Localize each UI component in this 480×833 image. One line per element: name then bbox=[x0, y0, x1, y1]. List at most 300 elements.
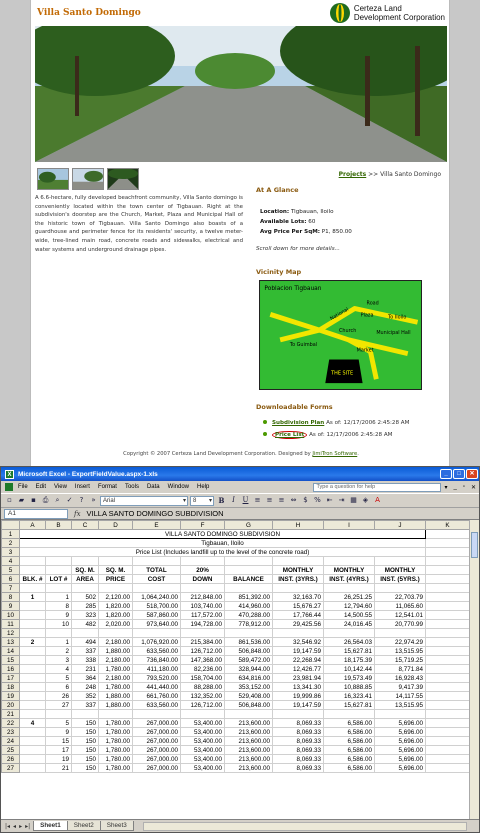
row-header[interactable]: 14 bbox=[2, 647, 20, 656]
cell[interactable]: 103,740.00 bbox=[181, 602, 225, 611]
cell[interactable]: 851,392.00 bbox=[225, 593, 273, 602]
cell[interactable]: 13,515.95 bbox=[375, 647, 426, 656]
cell[interactable]: 6,586.00 bbox=[324, 728, 375, 737]
cell[interactable] bbox=[133, 584, 181, 593]
merge-center-icon[interactable]: ⇔ bbox=[290, 496, 297, 504]
cell[interactable]: 5,696.00 bbox=[375, 755, 426, 764]
cell[interactable]: 661,760.00 bbox=[133, 692, 181, 701]
cell[interactable] bbox=[426, 674, 470, 683]
cell[interactable]: 19,147.59 bbox=[273, 701, 324, 710]
column-header[interactable]: G bbox=[225, 521, 273, 530]
cell[interactable]: 213,600.00 bbox=[225, 764, 273, 773]
row-header[interactable]: 4 bbox=[2, 557, 20, 566]
cell[interactable]: 12,541.01 bbox=[375, 611, 426, 620]
cell[interactable]: 17 bbox=[46, 746, 72, 755]
bold-button[interactable]: B bbox=[218, 496, 225, 505]
price-list-link[interactable]: Price List bbox=[275, 432, 305, 438]
cell[interactable]: 338 bbox=[72, 656, 99, 665]
cell[interactable]: COST bbox=[133, 575, 181, 584]
cell[interactable]: 8 bbox=[46, 602, 72, 611]
cell[interactable] bbox=[426, 602, 470, 611]
cell[interactable]: 1,064,240.00 bbox=[133, 593, 181, 602]
cell[interactable] bbox=[20, 620, 46, 629]
cell[interactable]: 5 bbox=[46, 674, 72, 683]
new-icon[interactable]: ▫ bbox=[7, 496, 12, 504]
italic-button[interactable]: I bbox=[232, 496, 235, 504]
cell[interactable]: MONTHLY bbox=[273, 566, 324, 575]
cell[interactable] bbox=[20, 692, 46, 701]
align-right-icon[interactable]: ≡ bbox=[278, 496, 285, 504]
cell[interactable]: 24,016.45 bbox=[324, 620, 375, 629]
cell[interactable]: 1,780.00 bbox=[99, 737, 133, 746]
cell[interactable]: MONTHLY bbox=[324, 566, 375, 575]
cell[interactable]: 15,676.27 bbox=[273, 602, 324, 611]
cell[interactable]: BLK. # bbox=[20, 575, 46, 584]
cell[interactable] bbox=[273, 557, 324, 566]
cell[interactable]: 8,069.33 bbox=[273, 755, 324, 764]
cell[interactable]: 53,400.00 bbox=[181, 728, 225, 737]
cell[interactable] bbox=[426, 701, 470, 710]
cell[interactable]: 6,586.00 bbox=[324, 764, 375, 773]
cell[interactable] bbox=[426, 530, 470, 539]
font-name-select[interactable]: Arial ▾ bbox=[100, 496, 188, 506]
column-header[interactable]: H bbox=[273, 521, 324, 530]
row-header[interactable]: 13 bbox=[2, 638, 20, 647]
cell[interactable] bbox=[72, 629, 99, 638]
cell[interactable]: 2,180.00 bbox=[99, 674, 133, 683]
cell[interactable] bbox=[375, 710, 426, 719]
cell[interactable]: INST. (5YRS.) bbox=[375, 575, 426, 584]
cell[interactable] bbox=[20, 746, 46, 755]
cell[interactable]: 15,719.25 bbox=[375, 656, 426, 665]
cell[interactable] bbox=[133, 710, 181, 719]
cell[interactable] bbox=[99, 557, 133, 566]
column-header[interactable]: B bbox=[46, 521, 72, 530]
column-header[interactable]: D bbox=[99, 521, 133, 530]
cell[interactable]: 150 bbox=[72, 764, 99, 773]
cell[interactable]: LOT # bbox=[46, 575, 72, 584]
cell[interactable]: 506,848.00 bbox=[225, 647, 273, 656]
cell[interactable] bbox=[426, 746, 470, 755]
font-size-select[interactable]: 8 ▾ bbox=[190, 496, 214, 506]
cell[interactable]: 861,536.00 bbox=[225, 638, 273, 647]
cell[interactable]: 26 bbox=[46, 692, 72, 701]
cell[interactable]: 337 bbox=[72, 701, 99, 710]
row-header[interactable]: 19 bbox=[2, 692, 20, 701]
cell[interactable]: 6,586.00 bbox=[324, 737, 375, 746]
sheet-title-cell[interactable]: VILLA SANTO DOMINGO SUBDIVISION bbox=[20, 530, 426, 539]
spreadsheet-grid[interactable] bbox=[1, 520, 479, 820]
cell[interactable] bbox=[273, 629, 324, 638]
cell[interactable] bbox=[426, 728, 470, 737]
cell[interactable]: 15,627.81 bbox=[324, 647, 375, 656]
cell[interactable]: 88,288.00 bbox=[181, 683, 225, 692]
cell[interactable]: BALANCE bbox=[225, 575, 273, 584]
cell[interactable]: 15 bbox=[46, 737, 72, 746]
row-header[interactable]: 16 bbox=[2, 665, 20, 674]
cell[interactable]: SQ. M. bbox=[99, 566, 133, 575]
cell[interactable]: AREA bbox=[72, 575, 99, 584]
row-header[interactable]: 12 bbox=[2, 629, 20, 638]
cell[interactable] bbox=[181, 710, 225, 719]
row-header[interactable]: 15 bbox=[2, 656, 20, 665]
row-header[interactable]: 27 bbox=[2, 764, 20, 773]
cell[interactable]: 132,352.00 bbox=[181, 692, 225, 701]
cell[interactable]: 323 bbox=[72, 611, 99, 620]
cell[interactable]: INST. (3YRS.) bbox=[273, 575, 324, 584]
sheet-subtitle-cell[interactable]: Price List (Includes landfill up to the level of the concrete road) bbox=[20, 548, 426, 557]
row-header[interactable]: 22 bbox=[2, 719, 20, 728]
row-header[interactable]: 18 bbox=[2, 683, 20, 692]
cell[interactable]: 1,780.00 bbox=[99, 764, 133, 773]
preview-icon[interactable]: ⌕ bbox=[55, 496, 60, 504]
cell[interactable]: 11,065.60 bbox=[375, 602, 426, 611]
cell[interactable]: 21 bbox=[46, 764, 72, 773]
cell[interactable]: 3 bbox=[46, 656, 72, 665]
cell[interactable]: 14,117.55 bbox=[375, 692, 426, 701]
increase-indent-icon[interactable]: ⇥ bbox=[338, 496, 345, 504]
column-header[interactable]: E bbox=[133, 521, 181, 530]
cell[interactable]: 2 bbox=[20, 638, 46, 647]
cell[interactable]: 1,780.00 bbox=[99, 683, 133, 692]
menu-help[interactable]: Help bbox=[197, 484, 210, 490]
cell[interactable]: 213,600.00 bbox=[225, 746, 273, 755]
cell[interactable]: 6,586.00 bbox=[324, 755, 375, 764]
cell[interactable]: DOWN bbox=[181, 575, 225, 584]
cell[interactable]: 8,069.33 bbox=[273, 728, 324, 737]
cell[interactable] bbox=[181, 584, 225, 593]
cell[interactable]: 22,268.94 bbox=[273, 656, 324, 665]
cell[interactable]: 5,696.00 bbox=[375, 719, 426, 728]
row-header[interactable]: 11 bbox=[2, 620, 20, 629]
cell[interactable] bbox=[20, 656, 46, 665]
cell[interactable]: 213,600.00 bbox=[225, 728, 273, 737]
cell[interactable]: 633,560.00 bbox=[133, 701, 181, 710]
thumbnail-2[interactable] bbox=[72, 168, 104, 190]
cell[interactable] bbox=[72, 557, 99, 566]
cell[interactable]: 633,560.00 bbox=[133, 647, 181, 656]
cell[interactable] bbox=[273, 710, 324, 719]
row-header[interactable]: 3 bbox=[2, 548, 20, 557]
cell[interactable]: 27 bbox=[46, 701, 72, 710]
row-header[interactable]: 8 bbox=[2, 593, 20, 602]
cell[interactable]: 1,780.00 bbox=[99, 665, 133, 674]
cell[interactable] bbox=[426, 710, 470, 719]
row-header[interactable]: 7 bbox=[2, 584, 20, 593]
cell[interactable]: 2,120.00 bbox=[99, 593, 133, 602]
cell[interactable]: 8,069.33 bbox=[273, 764, 324, 773]
cell[interactable] bbox=[225, 584, 273, 593]
cell[interactable]: 147,368.00 bbox=[181, 656, 225, 665]
row-header[interactable]: 5 bbox=[2, 566, 20, 575]
cell[interactable]: 9 bbox=[46, 611, 72, 620]
sheet-location-cell[interactable]: Tigbauan, Iloilo bbox=[20, 539, 426, 548]
cell[interactable]: 194,728.00 bbox=[181, 620, 225, 629]
cell[interactable] bbox=[426, 620, 470, 629]
cell[interactable]: 529,408.00 bbox=[225, 692, 273, 701]
cell[interactable] bbox=[181, 629, 225, 638]
cell[interactable]: 9 bbox=[46, 728, 72, 737]
cell[interactable]: 20,770.99 bbox=[375, 620, 426, 629]
cell[interactable]: 2,180.00 bbox=[99, 656, 133, 665]
cell[interactable]: 22,703.79 bbox=[375, 593, 426, 602]
vertical-scrollbar[interactable] bbox=[469, 520, 479, 820]
thumbnail-1[interactable] bbox=[37, 168, 69, 190]
cell[interactable]: 19,999.86 bbox=[273, 692, 324, 701]
cell[interactable] bbox=[324, 557, 375, 566]
cell[interactable] bbox=[20, 665, 46, 674]
menu-insert[interactable]: Insert bbox=[74, 484, 90, 490]
cell[interactable]: 352 bbox=[72, 692, 99, 701]
minimize-button[interactable]: _ bbox=[440, 469, 452, 479]
menu-view[interactable]: View bbox=[54, 484, 67, 490]
cell[interactable] bbox=[225, 710, 273, 719]
cell[interactable] bbox=[426, 611, 470, 620]
cell[interactable]: 213,600.00 bbox=[225, 719, 273, 728]
cell[interactable]: 23,981.94 bbox=[273, 674, 324, 683]
cell[interactable]: 267,000.00 bbox=[133, 719, 181, 728]
cell[interactable] bbox=[426, 737, 470, 746]
cell[interactable]: 5,696.00 bbox=[375, 764, 426, 773]
cell[interactable] bbox=[99, 629, 133, 638]
row-header[interactable]: 17 bbox=[2, 674, 20, 683]
cell[interactable]: 1,820.00 bbox=[99, 611, 133, 620]
first-sheet-icon[interactable]: |◂ bbox=[5, 822, 11, 830]
cell[interactable]: 82,236.00 bbox=[181, 665, 225, 674]
menu-file[interactable]: File bbox=[18, 484, 28, 490]
menu-data[interactable]: Data bbox=[146, 484, 160, 490]
prev-sheet-icon[interactable]: ◂ bbox=[13, 822, 17, 830]
cell[interactable]: 150 bbox=[72, 719, 99, 728]
cell[interactable]: 212,848.00 bbox=[181, 593, 225, 602]
spelling-icon[interactable]: ✓ bbox=[66, 496, 73, 504]
cell[interactable] bbox=[20, 584, 46, 593]
cell[interactable] bbox=[46, 566, 72, 575]
cell[interactable] bbox=[20, 611, 46, 620]
cell[interactable]: 231 bbox=[72, 665, 99, 674]
cell[interactable] bbox=[20, 683, 46, 692]
cell[interactable]: 2,180.00 bbox=[99, 638, 133, 647]
cell[interactable] bbox=[426, 656, 470, 665]
cell[interactable]: 16,323.41 bbox=[324, 692, 375, 701]
cell[interactable] bbox=[20, 710, 46, 719]
breadcrumb-projects-link[interactable]: Projects bbox=[338, 171, 367, 178]
cell[interactable]: 285 bbox=[72, 602, 99, 611]
cell[interactable]: 337 bbox=[72, 647, 99, 656]
menu-window[interactable]: Window bbox=[167, 484, 189, 490]
cell[interactable] bbox=[375, 629, 426, 638]
cell[interactable] bbox=[72, 710, 99, 719]
cell[interactable]: 12,794.60 bbox=[324, 602, 375, 611]
cell[interactable]: 267,000.00 bbox=[133, 737, 181, 746]
cell[interactable]: 793,520.00 bbox=[133, 674, 181, 683]
cell[interactable]: 13,341.30 bbox=[273, 683, 324, 692]
column-header[interactable]: C bbox=[72, 521, 99, 530]
cell[interactable]: 22,974.29 bbox=[375, 638, 426, 647]
row-header[interactable]: 1 bbox=[2, 530, 20, 539]
help-icon[interactable]: ? bbox=[79, 496, 84, 504]
cell[interactable]: 1,880.00 bbox=[99, 701, 133, 710]
column-header[interactable]: I bbox=[324, 521, 375, 530]
cell[interactable] bbox=[426, 638, 470, 647]
cell[interactable]: 634,816.00 bbox=[225, 674, 273, 683]
cell[interactable] bbox=[273, 584, 324, 593]
row-header[interactable]: 24 bbox=[2, 737, 20, 746]
cell[interactable]: 364 bbox=[72, 674, 99, 683]
cell[interactable]: 1,880.00 bbox=[99, 692, 133, 701]
menu-format[interactable]: Format bbox=[97, 484, 117, 490]
company-logo[interactable] bbox=[329, 2, 445, 24]
cell[interactable]: 1,780.00 bbox=[99, 728, 133, 737]
cell[interactable]: 267,000.00 bbox=[133, 755, 181, 764]
cell[interactable] bbox=[20, 701, 46, 710]
cell[interactable]: 482 bbox=[72, 620, 99, 629]
next-sheet-icon[interactable]: ▸ bbox=[19, 822, 23, 830]
column-header[interactable]: F bbox=[181, 521, 225, 530]
cell[interactable]: 26,251.25 bbox=[324, 593, 375, 602]
cell[interactable]: 10,888.85 bbox=[324, 683, 375, 692]
cell[interactable]: 53,400.00 bbox=[181, 764, 225, 773]
help-search-input[interactable]: Type a question for help bbox=[313, 483, 441, 492]
workbook-restore-button[interactable]: ▫ bbox=[462, 484, 465, 490]
cell[interactable]: 53,400.00 bbox=[181, 746, 225, 755]
cell[interactable] bbox=[426, 665, 470, 674]
cell[interactable]: 4 bbox=[46, 665, 72, 674]
cell[interactable]: 150 bbox=[72, 728, 99, 737]
cell[interactable] bbox=[20, 629, 46, 638]
cell[interactable] bbox=[426, 719, 470, 728]
horizontal-scrollbar[interactable] bbox=[143, 822, 467, 831]
cell[interactable]: 9,417.39 bbox=[375, 683, 426, 692]
cell[interactable]: 213,600.00 bbox=[225, 755, 273, 764]
cell[interactable]: 5,696.00 bbox=[375, 737, 426, 746]
cell[interactable]: 494 bbox=[72, 638, 99, 647]
font-color-icon[interactable]: A bbox=[375, 496, 380, 504]
cell[interactable]: 26,564.03 bbox=[324, 638, 375, 647]
cell[interactable] bbox=[426, 584, 470, 593]
cell[interactable]: 411,180.00 bbox=[133, 665, 181, 674]
cell[interactable] bbox=[225, 557, 273, 566]
cell[interactable] bbox=[46, 710, 72, 719]
cell[interactable]: 126,712.00 bbox=[181, 647, 225, 656]
align-left-icon[interactable]: ≡ bbox=[254, 496, 261, 504]
cell[interactable] bbox=[324, 629, 375, 638]
cell[interactable]: 736,840.00 bbox=[133, 656, 181, 665]
cell[interactable]: 53,400.00 bbox=[181, 755, 225, 764]
cell[interactable]: TOTAL bbox=[133, 566, 181, 575]
cell[interactable]: 8,069.33 bbox=[273, 737, 324, 746]
last-sheet-icon[interactable]: ▸| bbox=[25, 822, 31, 830]
fx-icon[interactable]: fx bbox=[74, 509, 81, 518]
cell[interactable] bbox=[20, 764, 46, 773]
print-icon[interactable]: ⎙ bbox=[42, 496, 49, 504]
fill-color-icon[interactable]: ◈ bbox=[362, 496, 369, 504]
cell[interactable] bbox=[426, 566, 470, 575]
cell[interactable] bbox=[426, 593, 470, 602]
menu-tools[interactable]: Tools bbox=[124, 484, 139, 490]
cell[interactable] bbox=[426, 764, 470, 773]
cell[interactable] bbox=[426, 647, 470, 656]
cell[interactable] bbox=[46, 584, 72, 593]
cell[interactable]: 2 bbox=[46, 647, 72, 656]
cell[interactable]: 5,696.00 bbox=[375, 728, 426, 737]
cell[interactable]: 470,288.00 bbox=[225, 611, 273, 620]
close-button[interactable]: ✕ bbox=[466, 469, 478, 479]
cell[interactable]: PRICE bbox=[99, 575, 133, 584]
designer-link[interactable]: JimiTron Software bbox=[312, 451, 358, 457]
row-header[interactable]: 6 bbox=[2, 575, 20, 584]
cell[interactable]: 441,440.00 bbox=[133, 683, 181, 692]
cell[interactable] bbox=[324, 710, 375, 719]
cell[interactable]: 18,175.39 bbox=[324, 656, 375, 665]
cell[interactable]: 328,944.00 bbox=[225, 665, 273, 674]
cell[interactable]: 1 bbox=[20, 593, 46, 602]
cell[interactable] bbox=[375, 584, 426, 593]
cell[interactable] bbox=[133, 629, 181, 638]
cell[interactable] bbox=[375, 557, 426, 566]
cell[interactable]: 32,546.92 bbox=[273, 638, 324, 647]
cell[interactable]: 158,704.00 bbox=[181, 674, 225, 683]
cell[interactable]: 589,472.00 bbox=[225, 656, 273, 665]
cell[interactable] bbox=[225, 629, 273, 638]
cell[interactable]: 17,766.44 bbox=[273, 611, 324, 620]
cell[interactable]: 12,426.77 bbox=[273, 665, 324, 674]
cell[interactable] bbox=[426, 692, 470, 701]
cell[interactable]: 14,500.55 bbox=[324, 611, 375, 620]
cell[interactable] bbox=[426, 575, 470, 584]
tab-sheet1[interactable]: Sheet1 bbox=[33, 821, 68, 831]
row-header[interactable]: 20 bbox=[2, 701, 20, 710]
cell[interactable] bbox=[20, 737, 46, 746]
cell[interactable]: 53,400.00 bbox=[181, 737, 225, 746]
cell[interactable]: 1,780.00 bbox=[99, 755, 133, 764]
cell[interactable]: 117,572.00 bbox=[181, 611, 225, 620]
cell[interactable]: 215,384.00 bbox=[181, 638, 225, 647]
cell[interactable] bbox=[20, 602, 46, 611]
row-header[interactable]: 26 bbox=[2, 755, 20, 764]
scrollbar-thumb[interactable] bbox=[471, 532, 478, 558]
cell[interactable] bbox=[46, 629, 72, 638]
row-header[interactable]: 21 bbox=[2, 710, 20, 719]
cell[interactable]: 267,000.00 bbox=[133, 746, 181, 755]
cell[interactable]: 267,000.00 bbox=[133, 728, 181, 737]
currency-icon[interactable]: $ bbox=[303, 496, 308, 504]
cell[interactable]: MONTHLY bbox=[375, 566, 426, 575]
cell[interactable]: 267,000.00 bbox=[133, 764, 181, 773]
cell[interactable]: 1,880.00 bbox=[99, 647, 133, 656]
workbook-minimize-button[interactable]: _ bbox=[453, 484, 457, 490]
column-header[interactable]: J bbox=[375, 521, 426, 530]
percent-icon[interactable]: % bbox=[314, 496, 321, 504]
menu-edit[interactable]: Edit bbox=[35, 484, 47, 490]
cell[interactable]: 5,696.00 bbox=[375, 746, 426, 755]
cell[interactable]: SQ. M. bbox=[72, 566, 99, 575]
workbook-close-button[interactable]: ✕ bbox=[470, 484, 476, 491]
decrease-indent-icon[interactable]: ⇤ bbox=[326, 496, 333, 504]
cell[interactable]: 587,860.00 bbox=[133, 611, 181, 620]
cell[interactable]: 19 bbox=[46, 755, 72, 764]
cell[interactable]: 1,780.00 bbox=[99, 746, 133, 755]
cell[interactable]: 6,586.00 bbox=[324, 746, 375, 755]
cell[interactable] bbox=[133, 557, 181, 566]
cell[interactable]: 6,586.00 bbox=[324, 719, 375, 728]
cell[interactable] bbox=[46, 557, 72, 566]
cell[interactable]: 1,076,920.00 bbox=[133, 638, 181, 647]
cell[interactable]: 29,425.56 bbox=[273, 620, 324, 629]
cell[interactable]: 53,400.00 bbox=[181, 719, 225, 728]
cell[interactable]: 150 bbox=[72, 737, 99, 746]
row-header[interactable]: 23 bbox=[2, 728, 20, 737]
